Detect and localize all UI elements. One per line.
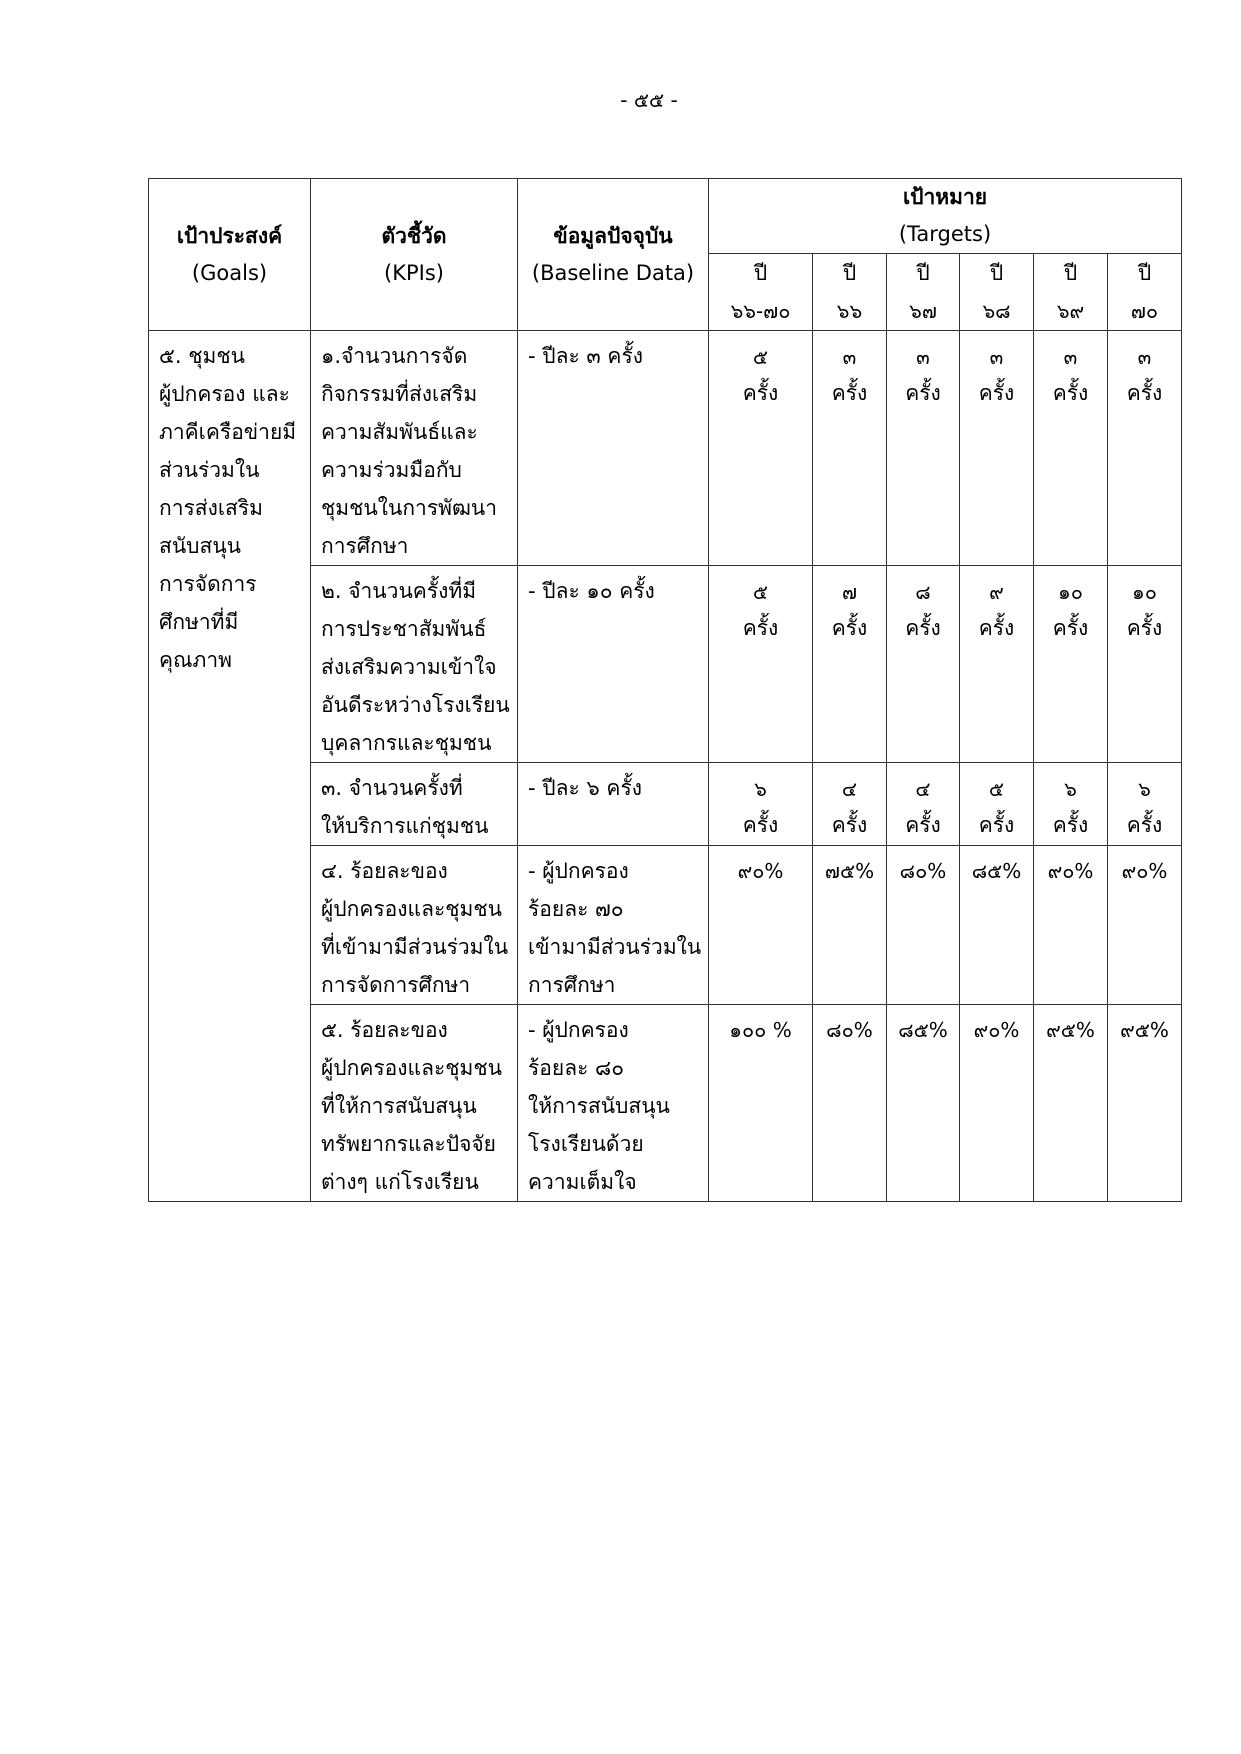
- target-cell: ๘๕%: [960, 846, 1034, 1005]
- kpi-cell: ๒. จำนวนครั้งที่มี การประชาสัมพันธ์ ส่งเสริมความเข้าใจ อันดีระหว่างโรงเรียน บุคลากรและชุมชน: [311, 566, 518, 763]
- target-cell: ๙๐%: [1108, 846, 1182, 1005]
- target-cell: ๔ ครั้ง: [813, 763, 887, 846]
- header-baseline: ข้อมูลปัจจุบัน (Baseline Data): [518, 179, 709, 331]
- table-row: [149, 331, 1182, 566]
- target-cell: ๕ ครั้ง: [960, 763, 1034, 846]
- kpi-cell: ๑.จำนวนการจัด กิจกรรมที่ส่งเสริม ความสัมพันธ์และ ความร่วมมือกับ ชุมชนในการพัฒนา การศึกษา: [311, 331, 518, 566]
- target-cell: ๙ ครั้ง: [960, 566, 1034, 763]
- target-cell: ๗ ครั้ง: [813, 566, 887, 763]
- baseline-cell: - ปีละ ๓ ครั้ง: [518, 331, 709, 566]
- header-kpis: ตัวชี้วัด (KPIs): [311, 179, 518, 331]
- goal-cell: ๕. ชุมชน ผู้ปกครอง และ ภาคีเครือข่ายมี ส่วนร่วมใน การส่งเสริม สนับสนุน การจัดการ ศึกษาที่มี คุณภาพ: [149, 331, 311, 1202]
- baseline-cell: - ผู้ปกครอง ร้อยละ ๗๐ เข้ามามีส่วนร่วมใน การศึกษา: [518, 846, 709, 1005]
- target-cell: ๖ ครั้ง: [1108, 763, 1182, 846]
- target-cell: ๓ ครั้ง: [813, 331, 887, 566]
- target-cell: ๘๐%: [813, 1005, 887, 1202]
- year-cell: ปี ๖๙: [1034, 254, 1108, 331]
- target-cell: ๘๕%: [887, 1005, 960, 1202]
- page-number: - ๕๕ -: [620, 88, 678, 112]
- year-cell: ปี ๖๗: [887, 254, 960, 331]
- target-cell: ๘ ครั้ง: [887, 566, 960, 763]
- target-cell: ๙๐%: [709, 846, 813, 1005]
- year-cell: ปี ๗๐: [1108, 254, 1182, 331]
- year-cell: ปี ๖๘: [960, 254, 1034, 331]
- kpi-cell: ๔. ร้อยละของ ผู้ปกครองและชุมชน ที่เข้ามามีส่วนร่วมใน การจัดการศึกษา: [311, 846, 518, 1005]
- baseline-cell: - ปีละ ๑๐ ครั้ง: [518, 566, 709, 763]
- target-cell: ๗๕%: [813, 846, 887, 1005]
- target-cell: ๑๐ ครั้ง: [1108, 566, 1182, 763]
- year-cell: ปี ๖๖: [813, 254, 887, 331]
- target-cell: ๑๐๐ %: [709, 1005, 813, 1202]
- target-cell: ๙๕%: [1034, 1005, 1108, 1202]
- target-cell: ๓ ครั้ง: [1108, 331, 1182, 566]
- header-goals: เป้าประสงค์ (Goals): [149, 179, 311, 331]
- target-cell: ๙๐%: [1034, 846, 1108, 1005]
- target-cell: ๖ ครั้ง: [1034, 763, 1108, 846]
- target-cell: ๙๐%: [960, 1005, 1034, 1202]
- baseline-cell: - ปีละ ๖ ครั้ง: [518, 763, 709, 846]
- target-cell: ๓ ครั้ง: [1034, 331, 1108, 566]
- target-cell: ๔ ครั้ง: [887, 763, 960, 846]
- target-cell: ๘๐%: [887, 846, 960, 1005]
- kpi-cell: ๕. ร้อยละของ ผู้ปกครองและชุมชน ที่ให้การสนับสนุน ทรัพยากรและปัจจัย ต่างๆ แก่โรงเรียน: [311, 1005, 518, 1202]
- target-cell: ๓ ครั้ง: [887, 331, 960, 566]
- target-cell: ๕ ครั้ง: [709, 566, 813, 763]
- target-cell: ๕ ครั้ง: [709, 331, 813, 566]
- target-cell: ๖ ครั้ง: [709, 763, 813, 846]
- target-cell: ๙๕%: [1108, 1005, 1182, 1202]
- header-targets: เป้าหมาย (Targets): [709, 179, 1182, 254]
- baseline-cell: - ผู้ปกครอง ร้อยละ ๘๐ ให้การสนับสนุน โรงเรียนด้วย ความเต็มใจ: [518, 1005, 709, 1202]
- year-cell: ปี ๖๖-๗๐: [709, 254, 813, 331]
- kpi-cell: ๓. จำนวนครั้งที่ ให้บริการแก่ชุมชน: [311, 763, 518, 846]
- kpi-table: [148, 178, 1182, 1202]
- target-cell: ๑๐ ครั้ง: [1034, 566, 1108, 763]
- target-cell: ๓ ครั้ง: [960, 331, 1034, 566]
